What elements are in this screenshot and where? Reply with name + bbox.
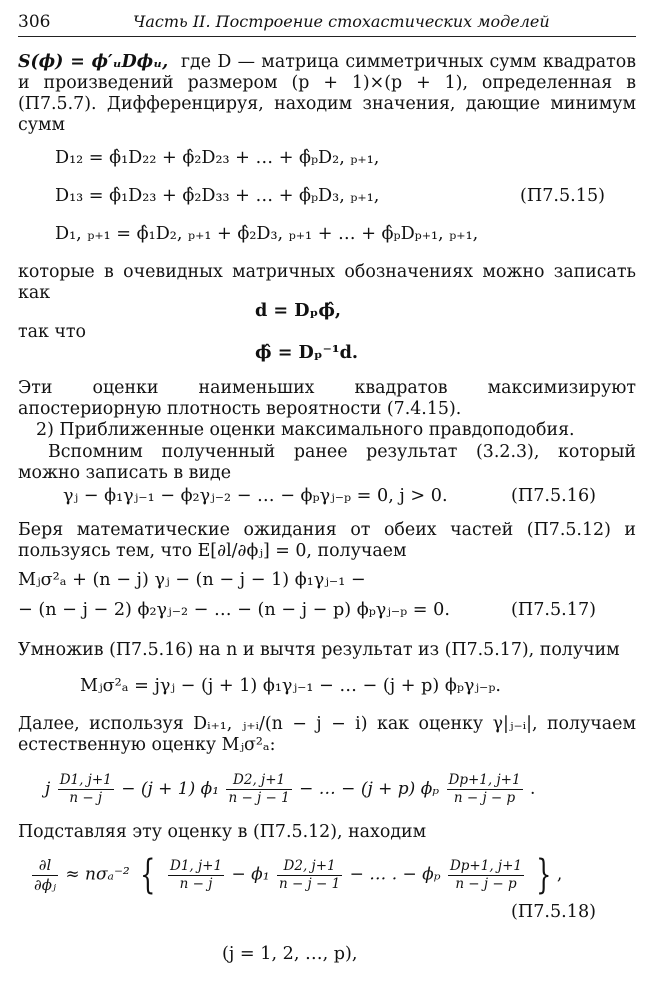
fraction-2: $\frac{D2, j+1}{n - j - 1}$ — [228, 772, 290, 806]
formula-s: S(ϕ) = ϕ′ᵤDϕᵤ, — [18, 52, 169, 72]
paragraph-10: Подставляя эту оценку в (П7.5.12), находим — [18, 822, 427, 842]
eq-17-row2: − (n − j − 2) ϕ₂γⱼ₋₂ − … − (n − j − p) ϕₚγⱼ₋ₚ = 0. — [18, 600, 450, 620]
paragraph-1-text: где D — матрица симметричных сумм квадратов и произведений размером (p + 1)×(p + 1), определенная в (П7.5.7). Дифференцируя, находим значения, дающие минимум сумм — [18, 52, 636, 135]
eq-m: Mⱼσ²ₐ = jγⱼ − (j + 1) ϕ₁γⱼ₋₁ − … − (j + p) ϕₚγⱼ₋ₚ. — [80, 676, 501, 696]
eq-16: γⱼ − ϕ₁γⱼ₋₁ − ϕ₂γⱼ₋₂ − … − ϕₚγⱼ₋ₚ = 0, j > 0. — [63, 486, 448, 506]
eq-phi: ϕ̂ = Dₚ⁻¹d. — [255, 342, 359, 363]
fraction-1: $\frac{D1, j+1}{n - j}$ — [59, 772, 112, 806]
paragraph-6: Вспомним полученный ранее результат (3.2.3), который можно записать в виде — [18, 442, 636, 483]
lhs-derivative: $\frac{\partial l}{\text{∂ϕⱼ}}$ — [34, 855, 56, 894]
paragraph-2: которые в очевидных матричных обозначениях можно записать как — [18, 262, 636, 303]
paragraph-5: 2) Приближенные оценки максимального правдоподобия. — [36, 420, 575, 440]
paragraph-3: так что — [18, 322, 86, 342]
eq-15-row2: D₁₃ = ϕ̂₁D₂₃ + ϕ̂₂D₃₃ + … + ϕ̂ₚD₃, ₚ₊₁, — [55, 186, 380, 206]
eq-18: $\frac{\partial l}{\text{∂ϕⱼ}}$ ≈ nσₐ⁻² { $\frac{D1, j+1}{n - j}$ − ϕ₁ $\frac{D2, j+1}{n - j - 1}$ − … . − ϕₚ $\frac{Dp+1, j+1}{n - j - p}$ } , — [34, 852, 563, 898]
paragraph-9: Далее, используя Dᵢ₊₁, ⱼ₊ᵢ/(n − j − i) как оценку γ|ⱼ₋ᵢ|, получаем естественную оценку Mⱼσ²ₐ: — [18, 714, 636, 755]
eq-estimate: j $\frac{D1, j+1}{n - j}$ − (j + 1) ϕ₁ $\frac{D2, j+1}{n - j - 1}$ − … − (j + p) ϕₚ $\frac{Dp+1, j+1}{n - j - p}$ . — [45, 772, 536, 806]
paragraph-4: Эти оценки наименьших квадратов максимизируют апостериорную плотность вероятности (7.4.15). — [18, 378, 636, 419]
paragraph-1 — [18, 52, 636, 136]
paragraph-7: Беря математические ожидания от обеих частей (П7.5.12) и пользуясь тем, что E[∂l/∂ϕⱼ] = 0, получаем — [18, 520, 636, 561]
eq-15-row1: D₁₂ = ϕ̂₁D₂₂ + ϕ̂₂D₂₃ + … + ϕ̂ₚD₂, ₚ₊₁, — [55, 148, 380, 168]
fraction-3: $\frac{Dp+1, j+1}{n - j - p}$ — [448, 772, 521, 806]
paragraph-8: Умножив (П7.5.16) на n и вычтя результат из (П7.5.17), получим — [18, 640, 620, 660]
right-brace: } — [536, 852, 552, 898]
eq-17-row1: Mⱼσ²ₐ + (n − j) γⱼ − (n − j − 1) ϕ₁γⱼ₋₁ − — [18, 570, 366, 590]
running-title: Часть II. Построение стохастических моделей — [133, 12, 550, 31]
eq-18-range: (j = 1, 2, …, p), — [222, 944, 358, 964]
eq-15-label: (П7.5.15) — [520, 186, 606, 206]
page-header — [18, 10, 636, 37]
left-brace: { — [140, 852, 156, 898]
page-number: 306 — [18, 12, 51, 32]
eq-15-row3: D₁, ₚ₊₁ = ϕ̂₁D₂, ₚ₊₁ + ϕ̂₂D₃, ₚ₊₁ + … + ϕ̂ₚDₚ₊₁, ₚ₊₁, — [55, 224, 479, 244]
eq-18-label: (П7.5.18) — [511, 902, 597, 922]
eq-16-label: (П7.5.16) — [511, 486, 597, 506]
eq-d: d = Dₚϕ̂, — [255, 300, 342, 321]
eq-17-label: (П7.5.17) — [511, 600, 597, 620]
